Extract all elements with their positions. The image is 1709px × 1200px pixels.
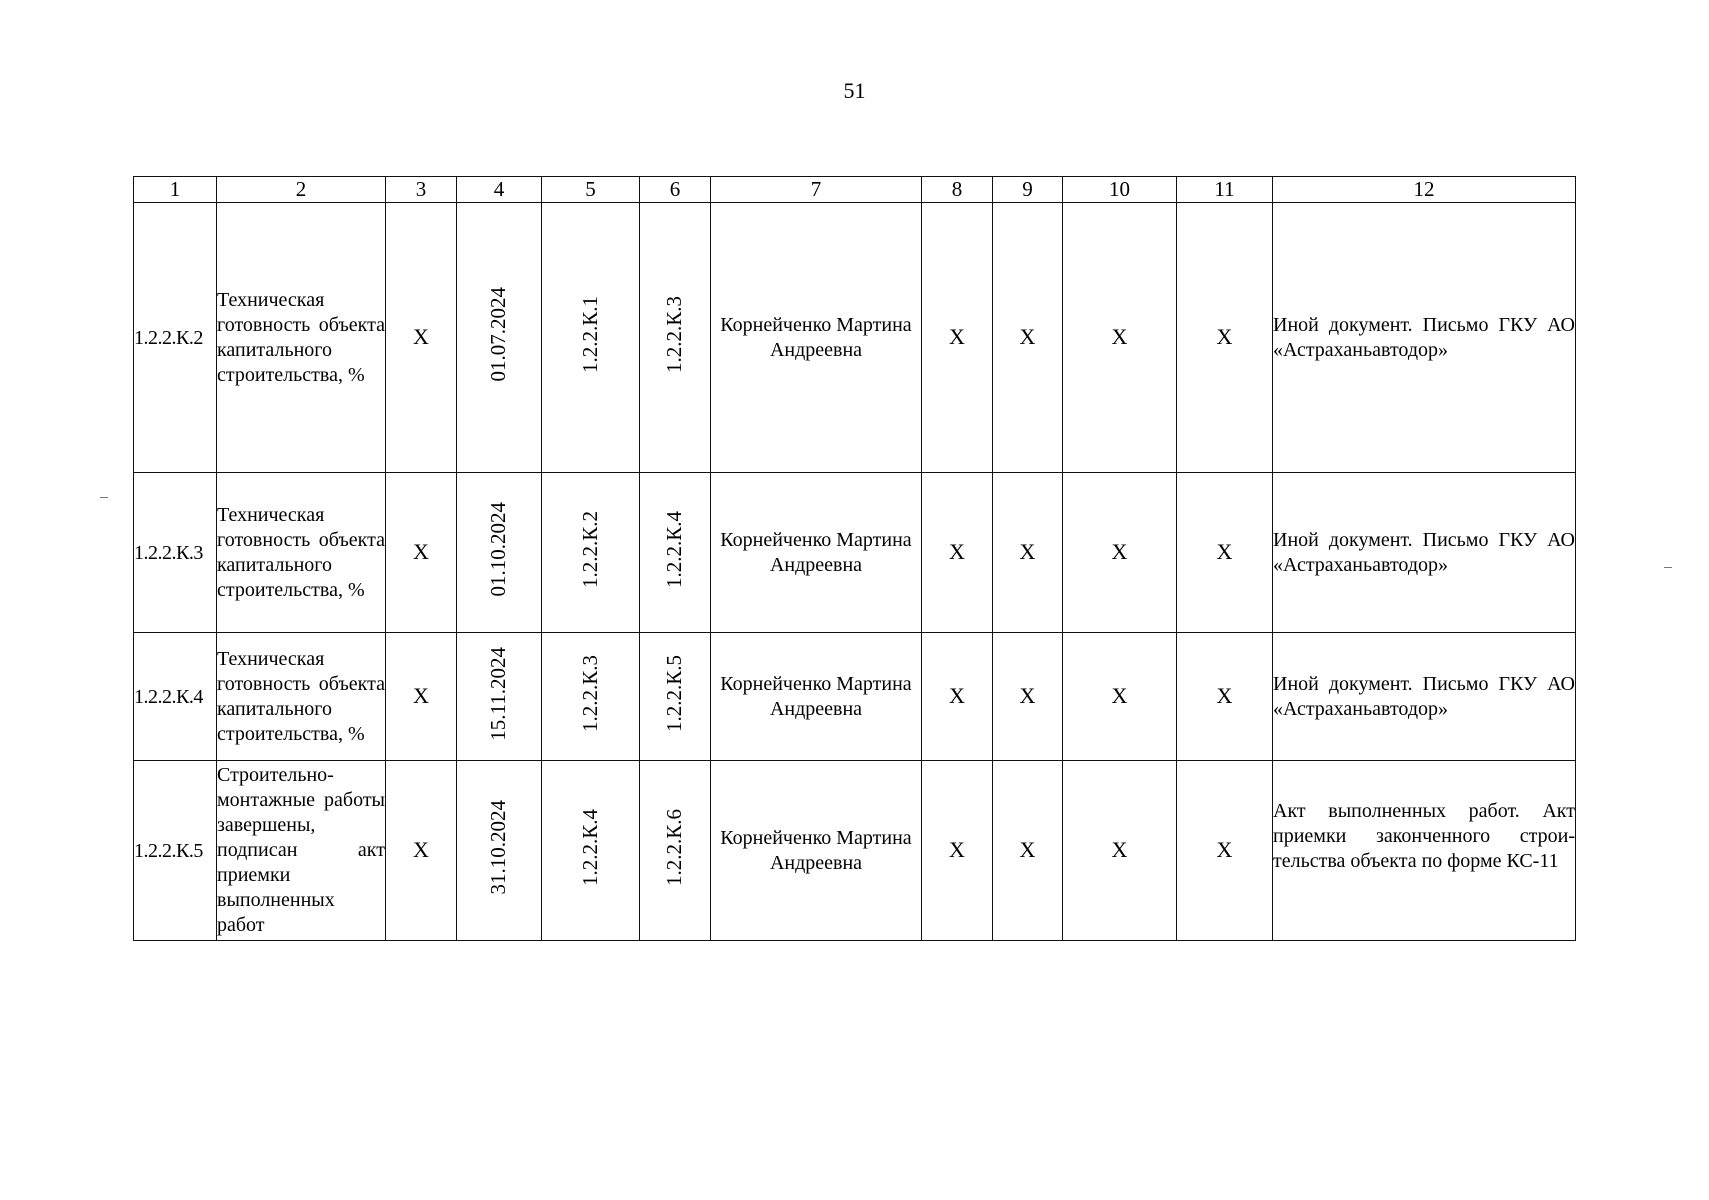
column-number: 8 [922,177,993,203]
x-mark: X [922,473,993,633]
x-mark: X [993,203,1063,473]
confirming-document: Акт выполненных работ. Акт приемки законченного строительства объекта по форме КС-11 [1273,761,1576,941]
date-cell [457,633,542,761]
column-number: 9 [993,177,1063,203]
x-mark: X [1177,203,1273,473]
table-row [134,473,1576,633]
successor-code: 1.2.2.К.3 [662,296,687,374]
column-number: 6 [640,177,711,203]
x-mark: X [1177,633,1273,761]
x-mark: X [386,473,457,633]
successor-code: 1.2.2.К.5 [662,655,687,733]
successor-code: 1.2.2.К.6 [662,809,687,887]
x-mark: X [1063,203,1177,473]
next-cell [640,473,711,633]
successor-code: 1.2.2.К.4 [662,511,687,589]
x-mark: X [922,203,993,473]
next-cell [640,633,711,761]
table-row [134,203,1576,473]
milestones-table [133,176,1576,941]
date-cell [457,761,542,941]
milestone-date: 31.10.2024 [486,800,511,895]
milestone-name: Техническая готовность объекта капитального строительства, % [217,473,386,633]
table-row [134,633,1576,761]
scan-mark-left [100,497,108,498]
milestone-date: 15.11.2024 [486,646,511,741]
milestone-date: 01.07.2024 [486,287,511,382]
date-cell [457,203,542,473]
milestone-date: 01.10.2024 [486,502,511,597]
responsible-person: Корнейченко Мартина Андреевна [711,633,922,761]
column-number: 3 [386,177,457,203]
x-mark: X [922,761,993,941]
milestone-name: Техническая готовность объекта капитального строительства, % [217,203,386,473]
confirming-document: Иной документ. Письмо ГКУ АО «Астраханьавтодор» [1273,203,1576,473]
column-number: 2 [217,177,386,203]
confirming-document: Иной документ. Письмо ГКУ АО «Астраханьавтодор» [1273,473,1576,633]
prev-cell [542,761,640,941]
responsible-person: Корнейченко Мартина Андреевна [711,761,922,941]
x-mark: X [993,473,1063,633]
predecessor-code: 1.2.2.К.2 [577,511,602,589]
x-mark: X [386,761,457,941]
predecessor-code: 1.2.2.К.3 [577,655,602,733]
column-number: 11 [1177,177,1273,203]
page-number: 51 [843,78,866,103]
column-number: 10 [1063,177,1177,203]
prev-cell [542,203,640,473]
milestone-code: 1.2.2.К.3 [134,473,217,633]
date-cell [457,473,542,633]
x-mark: X [1063,761,1177,941]
next-cell [640,203,711,473]
column-number: 4 [457,177,542,203]
milestone-code: 1.2.2.К.4 [134,633,217,761]
column-number-row [134,177,1576,203]
confirming-document: Иной документ. Письмо ГКУ АО «Астраханьавтодор» [1273,633,1576,761]
responsible-person: Корнейченко Мартина Андреевна [711,473,922,633]
x-mark: X [386,633,457,761]
predecessor-code: 1.2.2.К.4 [577,809,602,887]
responsible-person: Корнейченко Мартина Андреевна [711,203,922,473]
column-number: 1 [134,177,217,203]
column-number: 7 [711,177,922,203]
milestone-name: Техническая готовность объекта капитального строительства, % [217,633,386,761]
predecessor-code: 1.2.2.К.1 [577,296,602,374]
prev-cell [542,473,640,633]
table-row [134,761,1576,941]
milestone-name: Строительно-монтажные работы завершены, подписан акт приемки выполненных работ [217,761,386,941]
milestone-code: 1.2.2.К.5 [134,761,217,941]
scan-mark-right [1664,567,1672,568]
x-mark: X [386,203,457,473]
x-mark: X [922,633,993,761]
column-number: 5 [542,177,640,203]
milestone-code: 1.2.2.К.2 [134,203,217,473]
x-mark: X [993,761,1063,941]
prev-cell [542,633,640,761]
column-number: 12 [1273,177,1576,203]
x-mark: X [1063,473,1177,633]
x-mark: X [1177,761,1273,941]
x-mark: X [1063,633,1177,761]
x-mark: X [1177,473,1273,633]
next-cell [640,761,711,941]
x-mark: X [993,633,1063,761]
